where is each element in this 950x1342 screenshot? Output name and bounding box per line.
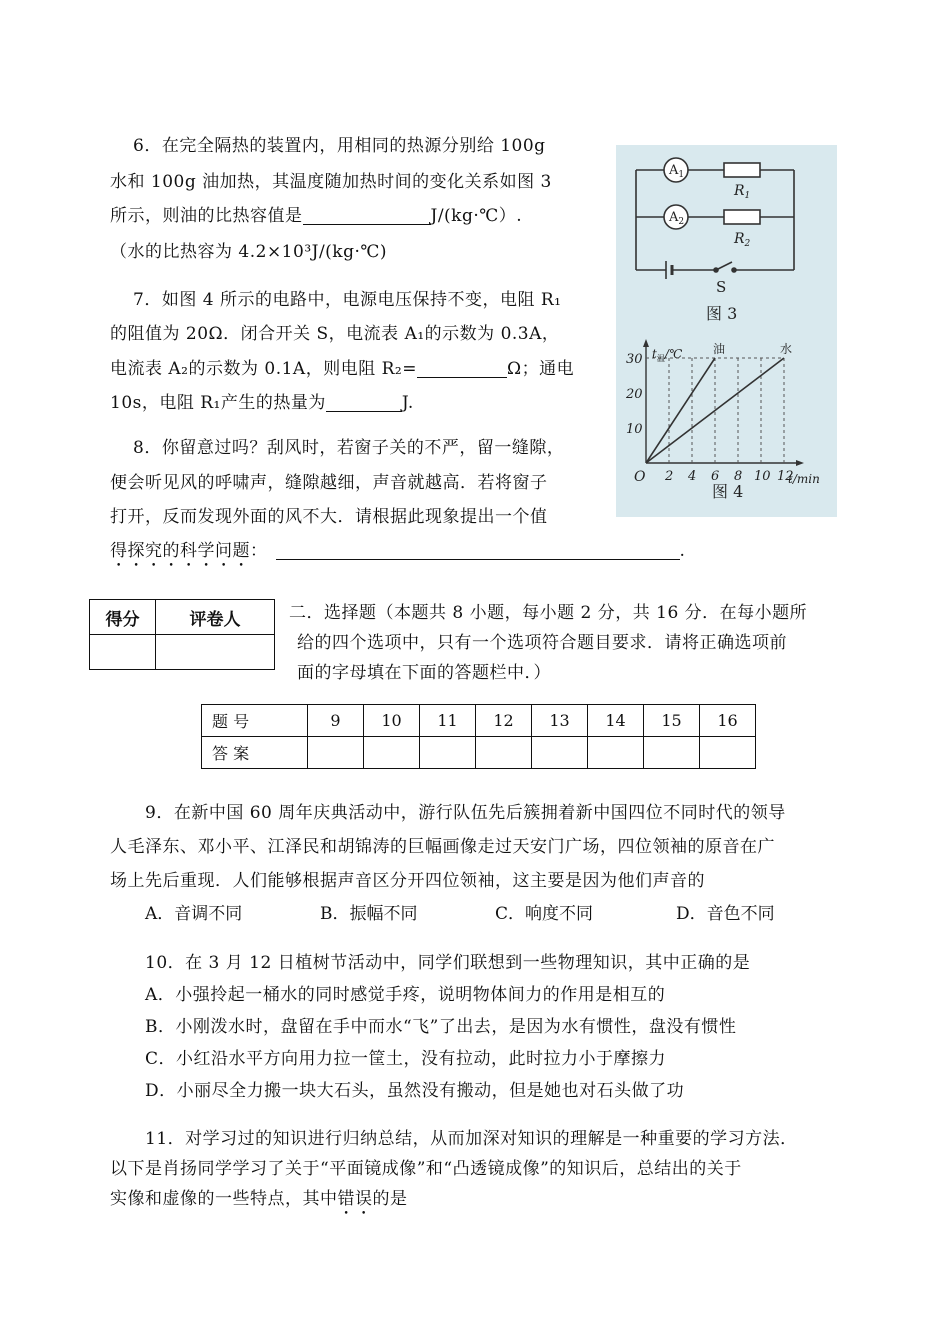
q7-line2: 的阻值为 20Ω．闭合开关 S，电流表 A₁的示数为 0.3A， xyxy=(110,324,560,344)
answer-cell[interactable] xyxy=(700,737,756,769)
figure4-chart xyxy=(625,339,820,501)
number-cell: 10 xyxy=(364,705,420,737)
answer-table xyxy=(201,704,756,769)
q7-line3-text: 电流表 A₂的示数为 0.1A，则电阻 R₂= xyxy=(110,359,417,379)
figure3-circuit xyxy=(636,158,794,279)
reviewer-label: 评卷人 xyxy=(156,600,275,635)
q6-line4: （水的比热容为 4.2×10³J/(kg·℃) xyxy=(110,242,388,262)
x-tick-4: 4 xyxy=(688,469,697,484)
y-tick-10: 10 xyxy=(626,422,643,437)
q8-answer-blank[interactable] xyxy=(276,539,680,560)
a2-label: $A_2$ xyxy=(669,210,685,227)
x-tick-12: 12 xyxy=(777,469,794,484)
x-axis-label: t/min xyxy=(788,472,820,486)
q6-line3 xyxy=(110,200,522,232)
y-tick-20: 20 xyxy=(626,387,643,402)
q6-line3-text: 所示，则油的比热容值是 xyxy=(110,206,303,226)
reviewer-cell[interactable] xyxy=(156,635,275,670)
q11-line2: 以下是肖扬同学学习了关于“平面镜成像”和“凸透镜成像”的知识后，总结出的关于 xyxy=(110,1159,742,1179)
row-label-answer: 答 案 xyxy=(202,737,308,769)
q8-line4-end: . xyxy=(679,541,686,561)
q6-answer-blank[interactable] xyxy=(303,204,431,225)
q9-option-d[interactable]: D．音色不同 xyxy=(676,904,775,924)
q8-line1: 8．你留意过吗？刮风时，若窗子关的不严，留一缝隙， xyxy=(133,438,565,458)
answer-cell[interactable] xyxy=(532,737,588,769)
q9-line2: 人毛泽东、邓小平、江泽民和胡锦涛的巨幅画像走过天安门广场，四位领袖的原音在广 xyxy=(110,837,775,857)
answer-cell[interactable] xyxy=(420,737,476,769)
q9-option-b[interactable]: B．振幅不同 xyxy=(320,904,418,924)
y-axis-label: $t_温/℃$ xyxy=(652,347,683,363)
section2-line3: 面的字母填在下面的答题栏中．） xyxy=(297,663,551,683)
figure4-caption: 图 4 xyxy=(712,482,744,501)
answer-table-number-row xyxy=(202,705,756,737)
row-label-number: 题 号 xyxy=(202,705,308,737)
score-cell[interactable] xyxy=(90,635,156,670)
figures-svg xyxy=(616,145,837,517)
number-cell: 11 xyxy=(420,705,476,737)
q10-option-d[interactable]: D．小丽尽全力搬一块大石头，虽然没有搬动，但是她也对石头做了功 xyxy=(145,1081,685,1101)
answer-table-answer-row xyxy=(202,737,756,769)
y-axis-arrow-icon xyxy=(643,339,649,347)
q7-line1: 7．如图 4 所示的电路中，电源电压保持不变，电阻 R₁ xyxy=(133,290,562,310)
x-tick-6: 6 xyxy=(711,469,720,484)
number-cell: 9 xyxy=(308,705,364,737)
switch-label: S xyxy=(716,278,727,296)
q9-option-c[interactable]: C．响度不同 xyxy=(495,904,594,924)
resistor-r1-icon xyxy=(724,163,760,177)
q8-line3: 打开，反而发现外面的风不大．请根据此现象提出一个值 xyxy=(110,507,548,527)
x-tick-8: 8 xyxy=(734,469,743,484)
q10-stem: 10．在 3 月 12 日植树节活动中，同学们联想到一些物理知识，其中正确的是 xyxy=(145,953,751,973)
water-label: 水 xyxy=(780,342,793,356)
q11-emphasis-word: 错误 xyxy=(337,1189,373,1209)
oil-label: 油 xyxy=(713,342,726,356)
figures-panel xyxy=(616,145,837,517)
figure3-caption: 图 3 xyxy=(706,304,738,323)
q6-line3-unit: J/(kg·℃）. xyxy=(430,206,523,226)
q7-line3 xyxy=(110,353,574,385)
q7-heat-blank[interactable] xyxy=(326,391,402,412)
r2-label: $R_2$ xyxy=(734,231,751,249)
q10-option-b[interactable]: B．小刚泼水时，盘留在手中而水“飞”了出去，是因为水有惯性，盘没有惯性 xyxy=(145,1017,737,1037)
q8-line4 xyxy=(110,535,685,571)
q7-line4-text: 10s，电阻 R₁产生的热量为 xyxy=(110,393,326,413)
q8-line2: 便会听见风的呼啸声，缝隙越细，声音就越高．若将窗子 xyxy=(110,473,548,493)
answer-cell[interactable] xyxy=(588,737,644,769)
grader-table xyxy=(89,599,275,670)
q8-line4-text: 得探究的科学问题： xyxy=(110,541,268,561)
q10-option-c[interactable]: C．小红沿水平方向用力拉一筐土，没有拉动，此时拉力小于摩擦力 xyxy=(145,1049,667,1069)
number-cell: 16 xyxy=(700,705,756,737)
section2-line2: 给的四个选项中，只有一个选项符合题目要求．请将正确选项前 xyxy=(297,633,787,653)
q6-line1: 6．在完全隔热的装置内，用相同的热源分别给 100g xyxy=(133,136,546,156)
switch-icon xyxy=(716,262,732,270)
q9-option-a[interactable]: A．音调不同 xyxy=(145,904,243,924)
q11-line3-end: 的是 xyxy=(372,1189,408,1209)
answer-cell[interactable] xyxy=(364,737,420,769)
number-cell: 14 xyxy=(588,705,644,737)
r1-label: $R_1$ xyxy=(734,183,751,201)
score-label: 得分 xyxy=(90,600,156,635)
y-tick-30: 30 xyxy=(626,352,643,367)
x-tick-2: 2 xyxy=(665,469,674,484)
number-cell: 15 xyxy=(644,705,700,737)
section2-line1: 二．选择题（本题共 8 小题，每小题 2 分，共 16 分．在每小题所 xyxy=(289,603,808,623)
a1-label: $A_1$ xyxy=(669,163,685,180)
x-axis-arrow-icon xyxy=(796,460,804,466)
number-cell: 13 xyxy=(532,705,588,737)
origin-label: O xyxy=(634,469,646,485)
answer-cell[interactable] xyxy=(644,737,700,769)
q11-line3-text: 实像和虚像的一些特点，其中 xyxy=(110,1189,338,1209)
q10-option-a[interactable]: A．小强拎起一桶水的同时感觉手疼，说明物体间力的作用是相互的 xyxy=(145,985,666,1005)
series-line-water xyxy=(646,358,784,463)
q7-line4-unit: J. xyxy=(401,393,414,413)
resistor-r2-icon xyxy=(724,210,760,224)
q7-r2-blank[interactable] xyxy=(417,357,507,378)
q11-line1: 11．对学习过的知识进行归纳总结，从而加深对知识的理解是一种重要的学习方法． xyxy=(145,1129,798,1149)
answer-cell[interactable] xyxy=(476,737,532,769)
q6-line2: 水和 100g 油加热，其温度随加热时间的变化关系如图 3 xyxy=(110,172,552,192)
q11-line3 xyxy=(110,1183,408,1219)
q7-line3-unit: Ω；通电 xyxy=(506,359,575,379)
q9-line3: 场上先后重现．人们能够根据声音区分开四位领袖，这主要是因为他们声音的 xyxy=(110,871,705,891)
answer-cell[interactable] xyxy=(308,737,364,769)
q9-line1: 9．在新中国 60 周年庆典活动中，游行队伍先后簇拥着新中国四位不同时代的领导 xyxy=(145,803,786,823)
q7-line4 xyxy=(110,387,414,419)
number-cell: 12 xyxy=(476,705,532,737)
x-tick-10: 10 xyxy=(754,469,771,484)
series-line-oil xyxy=(646,358,715,463)
